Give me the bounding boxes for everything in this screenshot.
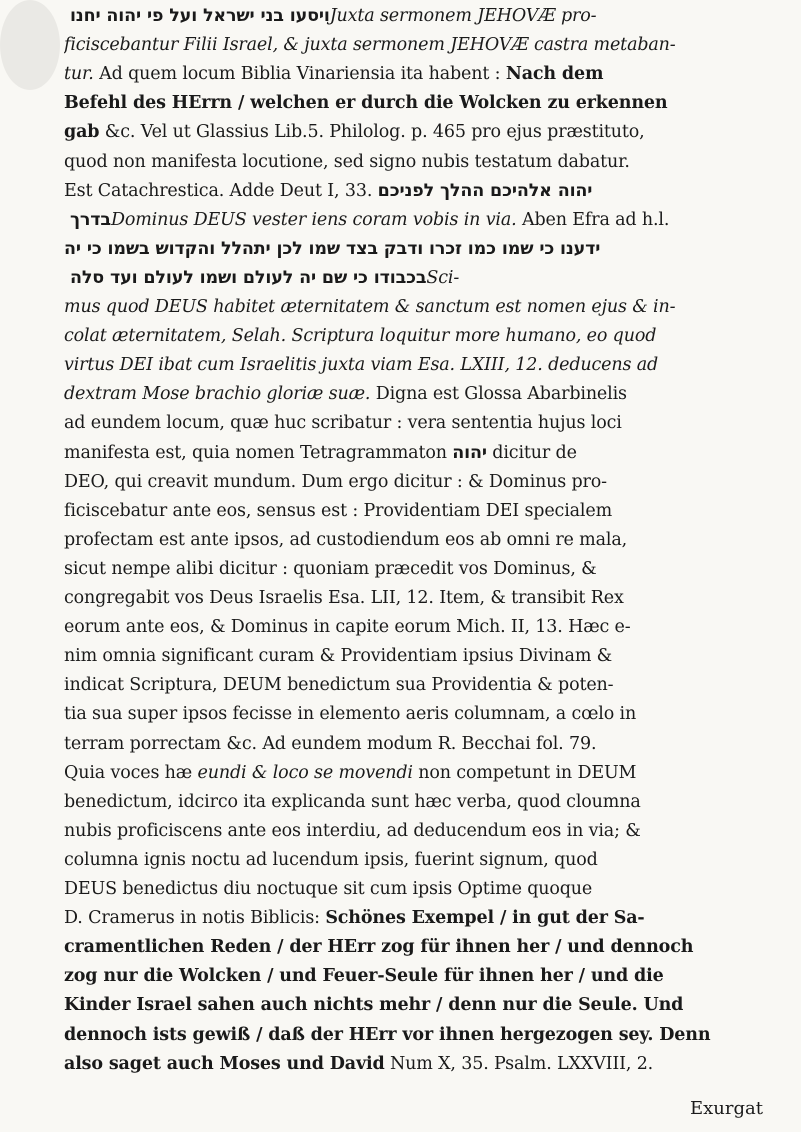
text-line [64, 673, 760, 697]
text-line [64, 528, 760, 552]
latin-text: nubis proficiscens ante eos interdiu, ad deducendum eos in via; & [64, 820, 641, 841]
latin-text: &c. Vel ut Glassius Lib.5. Philolog. p. 465 pro ejus præstituto, [99, 122, 645, 143]
hebrew-text: יהוה אלהיכם ההלך לפניכם [377, 180, 593, 201]
text-line [64, 935, 760, 959]
latin-text: colat æternitatem, Selah. Scriptura loquitur more humano, eo quod [64, 326, 657, 347]
latin-text: Est Catachrestica. Adde Deut I, 33. [64, 180, 378, 201]
text-line [64, 179, 760, 203]
text-line [64, 120, 760, 144]
latin-text: Juxta sermonem JEHOVÆ pro- [329, 6, 597, 26]
latin-text: benedictum, idcirco ita explicanda sunt hæc verba, quod cloumna [64, 791, 641, 812]
latin-text: manifesta est, quia nomen Tetragrammaton [64, 442, 453, 463]
hebrew-text: ויסעו בני ישראל ועל פי יהוה יחנו [64, 6, 330, 26]
latin-text: Digna est Glossa Abarbinelis [370, 384, 627, 405]
latin-text: indicat Scriptura, DEUM benedictum sua Providentia & poten- [64, 675, 614, 696]
text-line [64, 266, 760, 290]
text-line [64, 819, 760, 843]
latin-text: Ad quem locum Biblia Vinariensia ita habent : [93, 64, 506, 85]
latin-text: profectam est ante ipsos, ad custodiendum eos ab omni re mala, [64, 529, 628, 550]
text-line [64, 324, 760, 348]
german-text: Nach dem [505, 64, 604, 85]
latin-text: Quia voces hæ [64, 762, 198, 783]
latin-text: ad eundem locum, quæ huc scribatur : vera sententia hujus loci [64, 413, 622, 434]
latin-text: columna ignis noctu ad lucendum ipsis, fuerint signum, quod [64, 849, 598, 870]
text-line [64, 732, 760, 756]
text-line [64, 586, 760, 610]
catchword: Exurgat [690, 1098, 763, 1119]
text-line [64, 4, 760, 28]
latin-text: nim omnia significant curam & Providentiam ipsius Divinam & [64, 646, 613, 667]
text-line [64, 848, 760, 872]
text-line [64, 790, 760, 814]
latin-text: tur. [64, 64, 94, 85]
text-line [64, 353, 760, 377]
text-line [64, 761, 760, 785]
text-line [64, 33, 760, 57]
german-text: cramentlichen Reden / der HErr zog für ihnen her / und dennoch [64, 937, 694, 958]
text-line [64, 237, 760, 261]
latin-text: ficiscebantur Filii Israel, & juxta sermonem JEHOVÆ castra metaban- [64, 35, 676, 56]
text-line [64, 702, 760, 726]
hebrew-text: יהוה [452, 442, 487, 463]
german-text: Befehl des HErrn / welchen er durch die Wolcken zu erkennen [64, 93, 668, 114]
latin-text: terram porrectam &c. Ad eundem modum R. Becchai fol. 79. [64, 733, 597, 754]
latin-text: eundi & loco se movendi [197, 762, 413, 783]
text-line [64, 382, 760, 406]
text-line [64, 411, 760, 435]
text-line [64, 208, 760, 232]
latin-text: tia sua super ipsos fecisse in elemento aeris columnam, a cœlo in [64, 704, 637, 725]
latin-text: non competunt in DEUM [412, 762, 637, 783]
latin-text: Aben Efra ad h.l. [516, 209, 670, 230]
text-line [64, 557, 760, 581]
latin-text: ficiscebatur ante eos, sensus est : Providentiam DEI specialem [64, 500, 613, 521]
text-line [64, 644, 760, 668]
german-text: dennoch ists gewiß / daß der HErr vor ihnen hergezogen sey. Denn [64, 1024, 711, 1045]
hebrew-text: בדרך [64, 209, 111, 230]
latin-text: quod non manifesta locutione, sed signo nubis testatum dabatur. [64, 151, 630, 172]
latin-text: dicitur de [486, 442, 577, 463]
latin-text: Dominus DEUS vester iens coram vobis in via. [110, 209, 517, 230]
page-stain [0, 0, 60, 90]
german-text: gab [64, 122, 100, 143]
latin-text: virtus DEI ibat cum Israelitis juxta viam Esa. LXIII, 12. deducens ad [64, 355, 659, 376]
latin-text: DEO, qui creavit mundum. Dum ergo dicitur : & Dominus pro- [64, 471, 607, 492]
latin-text: eorum ante eos, & Dominus in capite eorum Mich. II, 13. Hæc e- [64, 617, 631, 638]
latin-text: sicut nempe alibi dicitur : quoniam præcedit vos Dominus, & [64, 558, 597, 579]
text-line [64, 615, 760, 639]
text-line [64, 1023, 760, 1047]
text-line [64, 295, 760, 319]
text-line [64, 150, 760, 174]
latin-text: DEUS benedictus diu noctuque sit cum ipsis Optime quoque [64, 879, 593, 899]
text-line [64, 62, 760, 86]
latin-text: mus quod DEUS habitet æternitatem & sanctum est nomen ejus & in- [64, 297, 676, 317]
text-line [64, 91, 760, 115]
hebrew-text: בכבודו כי שם יה לעולם ושמו לעולם ועד סלה [64, 267, 427, 288]
text-line [64, 470, 760, 494]
text-line [64, 906, 760, 930]
text-line [64, 993, 760, 1017]
text-line [64, 499, 760, 523]
latin-text: Num X, 35. Psalm. LXXVIII, 2. [384, 1053, 654, 1074]
german-text: Kinder Israel sahen auch nichts mehr / denn nur die Seule. Und [64, 995, 684, 1016]
text-line [64, 441, 760, 465]
german-text: zog nur die Wolcken / und Feuer-Seule für ihnen her / und die [64, 966, 664, 987]
latin-text: D. Cramerus in notis Biblicis: [64, 908, 326, 929]
hebrew-text: ידענו כי שמו כמו זכרו ודבק בצד שמו לכן יתהלל והקדוש בשמו כי יה [64, 238, 601, 259]
text-line [64, 964, 760, 988]
latin-text: congregabit vos Deus Israelis Esa. LII, 12. Item, & transibit Rex [64, 588, 624, 608]
german-text: also saget auch Moses und David [64, 1053, 385, 1074]
latin-text: Sci- [426, 267, 460, 288]
german-text: Schönes Exempel / in gut der Sa- [325, 908, 645, 929]
text-line [64, 877, 760, 901]
text-line [64, 1052, 760, 1076]
latin-text: dextram Mose brachio gloriæ suæ. [64, 384, 371, 405]
